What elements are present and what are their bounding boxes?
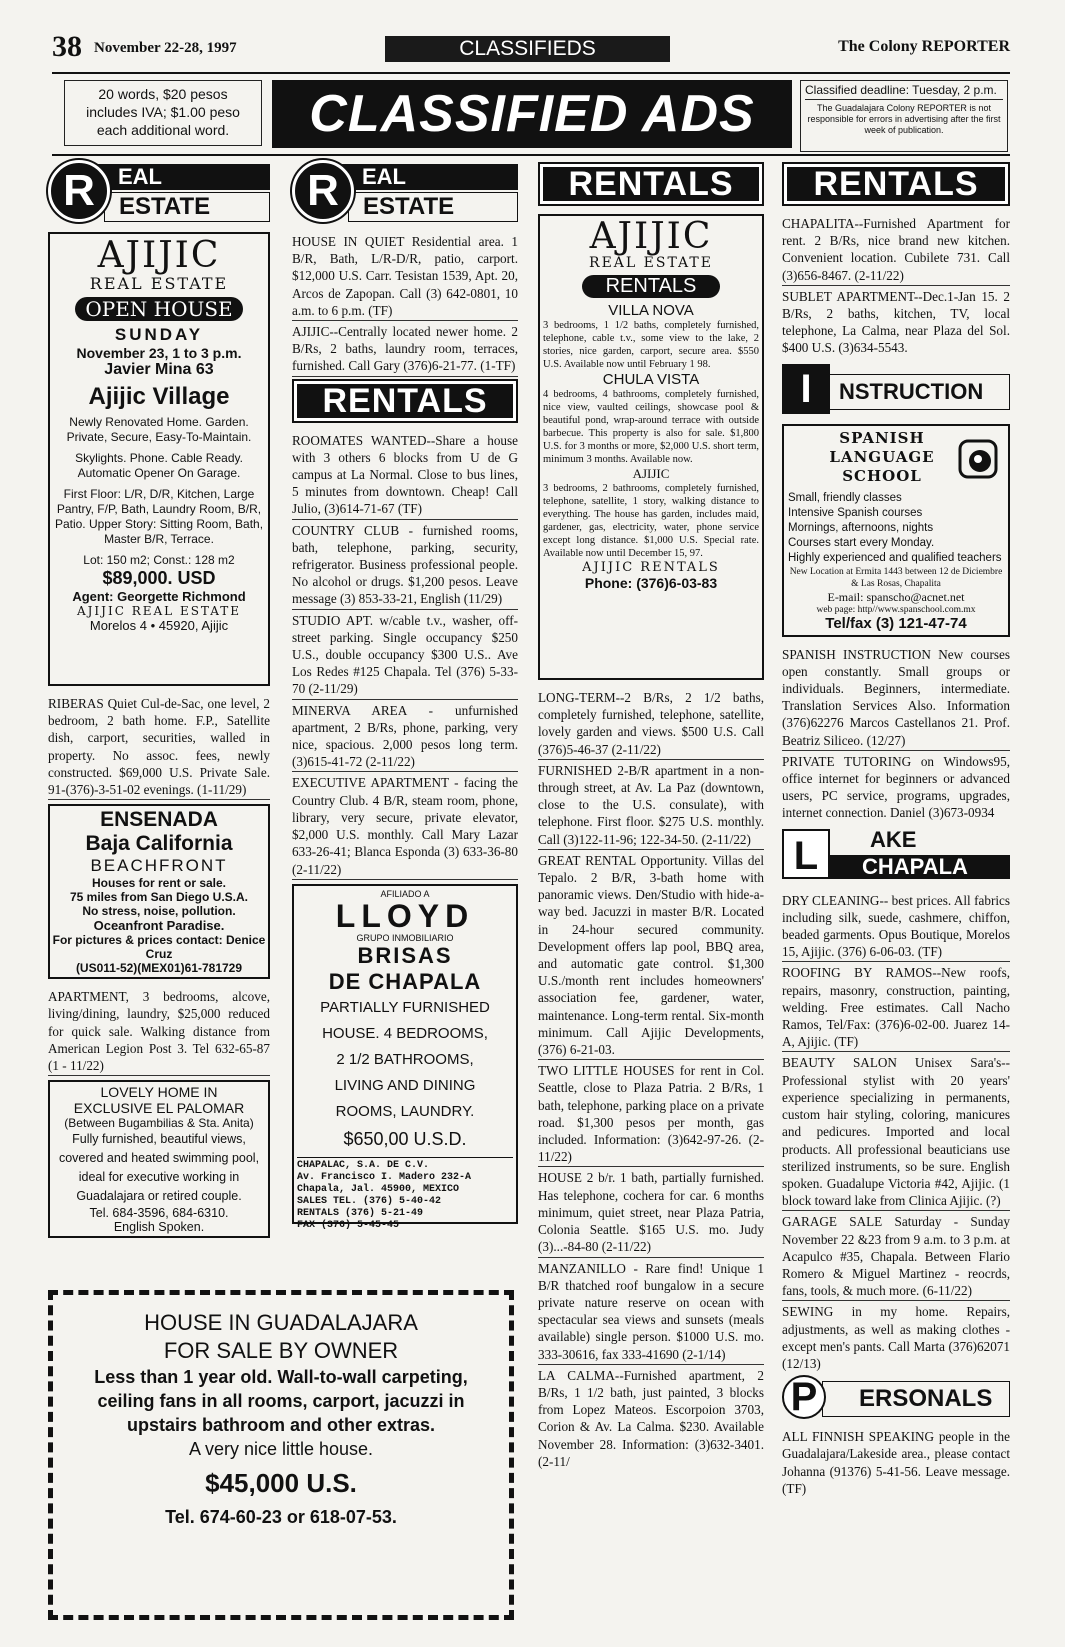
ad-house-quiet: HOUSE IN QUIET Residential area. 1 B/R, Bath, L/R-D/R, patio, carport. $12,000 U.S. Carr. Tesistan 1539, Apt. 20, Arcos de Zapopan. Call (3) 642-0801, 10 a.m. to 6 p.m. (TF) (292, 232, 518, 321)
lloyd-logo: LLOYD (335, 897, 475, 934)
brisas-p3: 2 1/2 BATHROOMS, (336, 1050, 474, 1068)
brisas-price: $650,00 U.S.D. (343, 1128, 467, 1149)
brand-sub: REAL ESTATE (89, 274, 229, 293)
heading-letter: R (292, 160, 354, 222)
ad-furnished-2br: FURNISHED 2-B/R apartment in a non-through street, at Av. La Paz (downtown, close to the U.S. consulate), with telephone. First floor. $275 U.S. monthly. Call (3)122-11-96; 122-34-50. (2-11/22) (538, 761, 764, 850)
desc-1: Newly Renovated Home. Garden. Private, Secure, Easy-To-Maintain. (66, 415, 252, 444)
house-for-sale-ad (48, 1290, 514, 1620)
school-email: E-mail: spanscho@acnet.net (827, 589, 965, 604)
open-house-pill: OPEN HOUSE (75, 297, 242, 321)
sale-title-1: HOUSE IN GUADALAJARA (144, 1310, 418, 1335)
personals-letter: P (782, 1375, 826, 1419)
contact-4: SALES TEL. (376) 5-40-42 (297, 1195, 442, 1207)
sale-desc-2: ceiling fans in all rooms, carport, jacuzzi in (97, 1391, 465, 1411)
phone-logo-icon (958, 439, 998, 479)
agency-address: Morelos 4 • 45920, Ajijic (89, 618, 229, 633)
ad-two-little-houses: TWO LITTLE HOUSES for rent in Col. Seattle, close to Plaza Patria. 2 B/Rs, 1 bath, telephone, parking place on a private road. $1,300 pesos per month, gas included. Information: (3)642-97-26. (2-11/22) (538, 1061, 764, 1167)
contact-1: CHAPALAC, S.A. DE C.V. (297, 1159, 430, 1171)
ad-great-rental: GREAT RENTAL Opportunity. Villas del Tepalo. 2 B/R, 3-bath home with panoramic views. Den/Studio with hide-a-way bed. Jacuzzi in master B/R. Located in 24-hour secured community. Development offers lap pool, BBQ area, and automatic gate control. $1,300 U.S./month rent includes homeowners' association fee, gardener, water, maintenance. Long-term rental. Six-month minimum. Call Ajijic Developments, (376) 6-21-03. (538, 851, 764, 1060)
ad-sewing: SEWING in my home. Repairs, adjustments, as well as making clothes - except men's pants. Call Marta (376)62071 (12/13) (782, 1304, 1010, 1371)
sale-title-2: FOR SALE BY OWNER (163, 1338, 399, 1363)
palomar-l5: Tel. 684-3596, 684-6310. (89, 1206, 229, 1221)
palomar-l2: EXCLUSIVE EL PALOMAR (73, 1100, 245, 1117)
villa-nova-desc: 3 bedrooms, 1 1/2 baths, completely furnished, telephone, cable t.v., some view to the lake, 2 stories, nice garden, carport, secure area. $550 U.S. Available now until February 1 98. (543, 320, 759, 370)
ajijic-desc: 3 bedrooms, 2 bathrooms, completely furnished, telephone, satellite, 1 story, walking distance to everything. The house has garden, includes maid, gardener, gas, electricity, water, phone service except long distance. $1,000 U.S. Special rate. Available now until December 15, 97. (543, 483, 759, 559)
lake-text-1: AKE (870, 826, 917, 852)
deadline-note: The Guadalajara Colony REPORTER is not responsible for errors in advertising after the first week of publication. (807, 103, 1001, 135)
ad-la-calma: LA CALMA--Furnished apartment, 2 B/Rs, 1 1/2 bath, just painted, 3 blocks from Lopez Mateos. Escorpoion 3703, Corion & Av. La Calma. $230. Available November 28. Information: (3)632-3401. (2-11/ (538, 1367, 764, 1469)
column-2 (292, 160, 518, 1232)
contact-2: Av. Francisco I. Madero 232-A (297, 1171, 472, 1183)
school-location: New Location at Ermita 1443 between 12 de Diciembre & Las Rosas, Chapalita (789, 566, 1003, 589)
ad-apartment: APARTMENT, 3 bedrooms, alcove, living/dining, laundry, $25,000 reduced for quick sale. Walking distance from American Legion Post 3. Tel 632-65-87 (1 - 11/22) (48, 987, 270, 1076)
school-web: web page: http//www.spanschool.com.mx (816, 604, 976, 615)
ensenada-ad (48, 804, 270, 979)
ad-roofing: ROOFING BY RAMOS--New roofs, repairs, masonry, construction, painting, welding. Free estimates. Call Nacho Ramos, Tel/Fax: (376)6-02-00. Juarez 14-A, Ajijic. (TF) (782, 963, 1010, 1052)
header-rule (52, 72, 1010, 74)
brisas-title: BRISAS (357, 942, 453, 968)
column-3 (538, 160, 764, 1472)
brisas-p1: PARTIALLY FURNISHED (320, 998, 490, 1016)
ad-house-2br: HOUSE 2 b/r. 1 bath, partially furnished. Has telephone, cochera for car. 6 months minimum, quiet street, near Plaza Patria, Colonia Seattle. $165 U.S. mo. Judy (3)...-84-80 (2-11/22) (538, 1168, 764, 1257)
lake-letter: L (782, 829, 830, 879)
deadline-title: Classified deadline: Tuesday, 2 p.m. (805, 83, 1003, 100)
ad-spanish-instruction: SPANISH INSTRUCTION New courses open constantly. Small groups or individuals. Beginners, intermediate. Translation Services Also. Information (376)62276 Marcos Castellanos 21. Prof. Beatriz Siliceo. (12/27) (782, 645, 1010, 751)
lake-chapala-heading (782, 826, 1010, 885)
real-estate-heading (48, 160, 270, 224)
ad-minerva: MINERVA AREA - unfurnished apartment, 2 B/Rs, phone, parking, very nice, spacious. 2,000 pesos long term. (3)615-41-72 (2-11/22) (292, 701, 518, 773)
price-box (64, 80, 262, 146)
ensenada-l8: For pictures & prices contact: Denice Cruz (52, 933, 266, 962)
open-house-day: SUNDAY (114, 325, 204, 344)
ad-private-tutoring: PRIVATE TUTORING on Windows95, office internet for beginners or advanced users, PC service, programs, upgrades, internet connection. Daniel (3)673-0934 (782, 753, 1010, 821)
sale-desc-4: A very nice little house. (188, 1439, 374, 1459)
column-4 (782, 160, 1010, 1499)
school-tel: Tel/fax (3) 121-47-74 (825, 614, 967, 632)
ad-sublet: SUBLET APARTMENT--Dec.1-Jan 15. 2 B/Rs, 2 baths, kitchen, TV, local telephone, La Calma, near Plaza del Sol. $400 U.S. (3)634-5543. (782, 288, 1010, 356)
el-palomar-ad (48, 1080, 270, 1238)
contact-3: Chapala, Jal. 45900, MEXICO (297, 1183, 460, 1195)
school-bullet-2: Intensive Spanish courses (788, 506, 923, 519)
open-house-street: Javier Mina 63 (104, 361, 214, 378)
agent-name: Agent: Georgette Richmond (72, 589, 246, 604)
heading-bottom: ESTATE (348, 192, 518, 222)
sale-desc-1: Less than 1 year old. Wall-to-wall carpeting, (94, 1367, 468, 1387)
ad-dry-cleaning: DRY CLEANING-- best prices. All fabrics including silk, suede, cashmere, chiffon, beaded garments. Opus Boutique, Morelos 15, Ajijic. (376) 6-06-03. (TF) (782, 891, 1010, 963)
heading-letter: R (48, 160, 110, 222)
page-number: 38 (52, 30, 82, 63)
ad-long-term: LONG-TERM--2 B/Rs, 2 1/2 baths, completely furnished, telephone, satellite, lovely garden and views. $500 U.S. Call (376)5-46-37 (2-11/22) (538, 688, 764, 760)
brisas-title-2: DE CHAPALA (328, 968, 482, 994)
ad-roomates: ROOMATES WANTED--Share a house with 3 others 6 blocks from U de G campus at La Normal. Close to bus lines, 5 minutes from downtown. Cheap! Call Julio, (3)614-71-67 (TF) (292, 431, 518, 520)
agency-name: AJIJIC REAL ESTATE (76, 604, 242, 618)
instruction-heading (782, 364, 1010, 418)
open-house-place: Ajijic Village (88, 383, 230, 410)
ensenada-l7: Oceanfront Paradise. (93, 918, 225, 934)
heading-bottom: ESTATE (104, 192, 270, 222)
palomar-l4: Fully furnished, beautiful views, covered and heated swimming pool, ideal for executive working in Guadalajara or retired couple. (58, 1132, 260, 1204)
ad-garage-sale: GARAGE SALE Saturday - Sunday November 22 &23 from 9 a.m. to 3 p.m. at Acapulco #35, Chapala. Between Flario Romero & Miguel Martinez - reocrds, fans, tools, & much more. (6-11/22) (782, 1212, 1010, 1301)
ad-country-club: COUNTRY CLUB - furnished rooms, bath, telephone, parking, security, refrigerator. Business professional people. No alcohol or drugs. $1,200 pesos. Leave message (3) 853-33-21, English (11/29) (292, 521, 518, 610)
rentals-heading-2: RENTALS (782, 162, 1010, 206)
open-house-date: November 23, 1 to 3 p.m. (76, 345, 242, 361)
brisas-p4: LIVING AND DINING (334, 1076, 476, 1094)
villa-nova-title: VILLA NOVA (608, 302, 694, 319)
school-bullet-5: Highly experienced and qualified teachers (788, 551, 1002, 564)
brisas-p5: ROOMS, LAUNDRY. (335, 1102, 475, 1120)
brand-logo: AJIJIC (97, 235, 221, 276)
grupo-label: GRUPO INMOBILIARIO (356, 932, 454, 943)
school-bullet-1: Small, friendly classes (788, 491, 902, 504)
ajijic-rentals-phone: Phone: (376)6-03-83 (584, 575, 718, 591)
school-name-1: SPANISH (839, 428, 925, 447)
instruction-text: NSTRUCTION (822, 374, 1010, 410)
heading-top: EAL (74, 164, 270, 190)
personals-heading (782, 1375, 1010, 1423)
sale-tel: Tel. 674-60-23 or 618-07-53. (165, 1507, 397, 1527)
page-header (52, 30, 1010, 70)
palomar-l1: LOVELY HOME IN (100, 1084, 218, 1101)
brand-logo: AJIJIC (589, 216, 713, 257)
open-house-ad (48, 232, 270, 686)
ad-riberas: RIBERAS Quiet Cul-de-Sac, one level, 2 bedroom, 2 bath home. F.P., Satellite dish, carport, securities, walled in property. No assoc. fees, newly constructed. $69,000 U.S. Private Sale. 91-(376)-3-51-02 evenings. (1-11/29) (48, 694, 270, 800)
instruction-letter: I (782, 364, 830, 414)
school-bullet-4: Courses start every Monday. (788, 536, 935, 549)
palomar-l6: English Spoken. (113, 1220, 205, 1235)
lake-text-2: CHAPALA (822, 855, 1010, 879)
heading-top: EAL (318, 164, 518, 190)
palomar-l3: (Between Bugambilias & Sta. Anita) (64, 1116, 254, 1131)
ajijic-rentals-foot: AJIJIC RENTALS (582, 560, 720, 575)
ensenada-l2: Baja California (85, 832, 233, 856)
sale-desc-3: upstairs bathroom and other extras. (126, 1415, 436, 1435)
ajijic-title: AJIJIC (632, 466, 670, 481)
brand-sub: REAL ESTATE (589, 255, 713, 271)
ad-manzanillo: MANZANILLO - Rare find! Unique 1 B/R thatched roof bungalow in a secure private nature reserve on ocean with spectacular sea views and sunsets (meals available) single person. $1000 U.S. mo. 333-30616, fax 333-41690 (2-1/14) (538, 1259, 764, 1365)
ensenada-l3: BEACHFRONT (90, 856, 228, 876)
personals-text: ERSONALS (822, 1381, 1010, 1417)
rentals-pill: RENTALS (582, 275, 721, 298)
ad-studio: STUDIO APT. w/cable t.v., washer, off-street parking. Single occupancy $250 U.S., double occupancy $300 U.S.. Ave Los Redes #125 Chapala. Tel (376) 5-33-70 (2-11/29) (292, 611, 518, 700)
chula-vista-title: CHULA VISTA (602, 371, 700, 388)
desc-4: Lot: 150 m2; Const.: 128 m2 (83, 553, 235, 567)
contact-6: FAX (376) 5-45-45 (297, 1219, 400, 1231)
ensenada-l6: No stress, noise, pollution. (82, 904, 236, 919)
masthead: The Colony REPORTER (838, 38, 1010, 55)
ensenada-l9: (US011-52)(MEX01)61-781729 (75, 961, 243, 976)
open-house-price: $89,000. USD (102, 568, 216, 588)
contact-5: RENTALS (376) 5-21-49 (297, 1207, 424, 1219)
column-1 (48, 160, 270, 1246)
real-estate-heading-2 (292, 160, 518, 224)
brisas-p2: HOUSE. 4 BEDROOMS, (322, 1024, 488, 1042)
school-name-3: SCHOOL (842, 466, 922, 485)
ajijic-rentals-ad (538, 214, 764, 680)
sale-price: $45,000 U.S. (205, 1468, 357, 1498)
ensenada-l5: 75 miles from San Diego U.S.A. (69, 890, 249, 905)
ad-ajijic-central: AJIJIC--Centrally located newer home. 2 B/Rs, 2 baths, laundry room, terraces, furnished. Call Gary (376)6-21-77. (1-TF) (292, 322, 518, 377)
section-title: CLASSIFIEDS (385, 36, 670, 62)
ad-beauty-salon: BEAUTY SALON Unisex Sara's-- Professional stylist with 20 years' experience specializing in permanents, custom hair styling, coloring, manicures and pedicures. Imported and local products. All professional beauticians use sterilized instruments, so be sure. English spoken. Guadalupe Victoria #42, Ajijic. (1 block toward lake from Clinica Ajijic. (?) (782, 1053, 1010, 1211)
ad-finnish: ALL FINNISH SPEAKING people in the Guadalajara/Lakeside area., please contact Johanna (91376) 5-41-56. Leave message. (TF) (782, 1429, 1010, 1496)
price-line-2: includes IVA; $1.00 peso (86, 104, 240, 120)
price-line-3: each additional word. (96, 122, 230, 138)
ad-chapalita: CHAPALITA--Furnished Apartment for rent. 2 B/Rs, nice brand new kitchen. Convenient location. Cubilete 731. Call (3)656-8467. (2-11/22) (782, 214, 1010, 286)
rentals-heading: RENTALS (292, 379, 518, 423)
classified-banner: CLASSIFIED ADS (272, 80, 792, 148)
ad-executive: EXECUTIVE APARTMENT - facing the Country Club. 4 B/R, steam room, phone, library, very secure, private elevator, $2,000 U.S. monthly. Call Mary Lazar 633-26-41; Blanca Esponda (3) 633-36-80 (2-11/22) (292, 773, 518, 879)
banner-rule (52, 154, 1010, 156)
issue-date: November 22-28, 1997 (94, 40, 237, 56)
deadline-box (800, 80, 1008, 152)
price-line-1: 20 words, $20 pesos (98, 86, 228, 102)
school-name-2: LANGUAGE (829, 447, 935, 466)
chula-vista-desc: 4 bedrooms, 4 bathrooms, completely furnished, nice view, vaulted ceilings, showcase pool & beautiful pond, wrap-around terrace with outside barbecue. This property is also for sale. $1,800 U.S. for 3 months or more, $2,000 U.S. short term, minimum 3 months. Available now. (543, 389, 759, 465)
spanish-school-ad (782, 424, 1010, 637)
brisas-ad (292, 884, 518, 1231)
desc-2: Skylights. Phone. Cable Ready. Automatic Opener On Garage. (75, 451, 243, 480)
desc-3: First Floor: L/R, D/R, Kitchen, Large Pantry, F/P, Bath, Laundry Room, B/R, Patio. Upper Story: Sitting Room, Bath, Master B/R, Terrace. (54, 487, 264, 546)
ensenada-l1: ENSENADA (100, 808, 218, 832)
ensenada-l4: Houses for rent or sale. (91, 876, 227, 891)
affiliate-label: AFILIADO A (380, 888, 430, 899)
rentals-heading: RENTALS (538, 162, 764, 206)
school-bullet-3: Mornings, afternoons, nights (788, 521, 934, 534)
